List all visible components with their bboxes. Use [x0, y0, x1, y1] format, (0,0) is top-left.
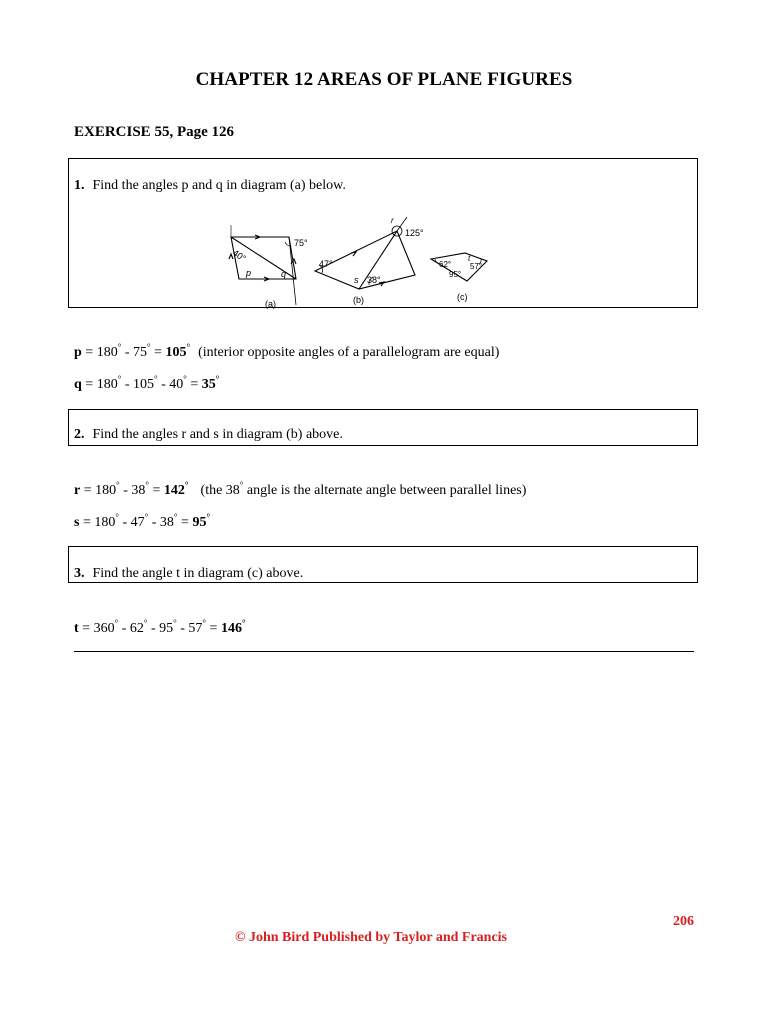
question-1-box: [68, 158, 698, 308]
answer-q-result: 35: [201, 377, 216, 392]
chapter-title: CHAPTER 12 AREAS OF PLANE FIGURES: [195, 69, 573, 90]
exercise-heading: EXERCISE 55, Page 126: [74, 124, 235, 140]
answer-r: [74, 480, 526, 499]
question-1: [74, 178, 346, 194]
degree-symbol: °: [153, 374, 158, 384]
answer-q-variable: q: [74, 377, 82, 392]
degree-symbol: °: [183, 374, 187, 384]
diagram-b: [315, 217, 415, 289]
question-2-number: 2.: [74, 427, 85, 442]
answer-q: [74, 374, 219, 393]
answer-p-term: = 180: [81, 345, 118, 360]
question-3-number: 3.: [74, 566, 85, 581]
answer-r-term: =: [149, 483, 164, 498]
diagram-b-angle-125: 125°: [405, 228, 424, 238]
degree-symbol: °: [173, 512, 178, 522]
horizontal-rule: [74, 651, 694, 652]
degree-symbol: °: [202, 618, 207, 628]
diagram-c-label-t: t: [468, 254, 471, 263]
diagram-a-angle-40: 40°: [230, 247, 248, 264]
diagram-b-caption: (b): [353, 295, 364, 305]
degree-symbol: °: [114, 618, 119, 628]
diagram-a-caption: (a): [265, 299, 276, 309]
answer-r-note: (the 38: [200, 483, 240, 498]
answer-s-term: - 38: [148, 515, 174, 530]
diagram-b-angle-38: 38°: [367, 275, 381, 285]
answer-s-variable: s: [74, 515, 80, 530]
answer-r-variable: r: [74, 483, 81, 498]
question-3: [74, 566, 303, 582]
diagram-a: [229, 225, 296, 305]
question-1-text: Find the angles p and q in diagram (a) below.: [92, 178, 346, 193]
answer-s-term: = 180: [79, 515, 116, 530]
degree-symbol: °: [239, 480, 244, 490]
diagram-c-angle-95: 95°: [449, 270, 462, 279]
copyright-footer: © John Bird Published by Taylor and Francis: [234, 930, 507, 945]
answer-p-term: - 75: [121, 345, 147, 360]
answer-t-term: - 95: [147, 621, 174, 636]
diagram-c-angle-62: 62°: [439, 260, 452, 269]
question-2-text: Find the angles r and s in diagram (b) above.: [92, 427, 343, 442]
degree-symbol: °: [117, 342, 122, 352]
answer-t: [74, 618, 246, 637]
degree-symbol: °: [241, 618, 246, 628]
answer-s-term: - 47: [118, 515, 145, 530]
degree-symbol: °: [206, 512, 211, 522]
degree-symbol: °: [115, 512, 119, 522]
question-2: [74, 427, 343, 443]
answer-t-term: = 360: [78, 621, 115, 636]
diagram-b-label-s: s: [354, 275, 359, 285]
degree-symbol: °: [143, 618, 148, 628]
question-3-box: [68, 546, 698, 583]
degree-symbol: °: [116, 480, 120, 490]
answer-q-term: - 40: [157, 377, 184, 392]
answer-q-term: - 105: [121, 377, 154, 392]
diagram-a-label-p: p: [246, 268, 252, 278]
answer-t-term: - 57: [176, 621, 203, 636]
diagram-b-label-r: r: [391, 216, 394, 225]
degree-symbol: °: [215, 374, 220, 384]
answer-r-result: 142: [163, 483, 185, 498]
answer-r-term: = 180: [80, 483, 117, 498]
degree-symbol: °: [173, 618, 177, 628]
question-1-number: 1.: [74, 178, 85, 193]
diagram-c-caption: (c): [457, 292, 468, 302]
question-2-box: [68, 409, 698, 446]
answer-s: [74, 512, 210, 531]
angle-diagrams: [219, 209, 539, 309]
answer-t-variable: t: [74, 621, 79, 636]
answer-p-term: =: [150, 345, 166, 360]
answer-p: [74, 342, 499, 361]
answer-p-variable: p: [74, 345, 82, 360]
diagram-c-angle-57: 57°: [470, 262, 483, 271]
answer-q-term: =: [186, 377, 202, 392]
diagram-a-angle-75: 75°: [294, 238, 308, 248]
answer-p-note: (interior opposite angles of a parallelogram are equal): [198, 345, 500, 360]
degree-symbol: °: [184, 480, 189, 490]
answer-s-result: 95: [192, 515, 207, 530]
degree-symbol: °: [145, 480, 150, 490]
answer-p-result: 105: [165, 345, 187, 360]
diagram-b-angle-47: 47°: [319, 259, 333, 269]
page-number: 206: [673, 914, 694, 929]
diagram-a-label-q: q: [281, 269, 287, 279]
answer-q-term: = 180: [81, 377, 118, 392]
degree-symbol: °: [186, 342, 191, 352]
answer-r-term: - 38: [119, 483, 146, 498]
answer-s-term: =: [177, 515, 193, 530]
degree-symbol: °: [144, 512, 149, 522]
answer-t-term: =: [206, 621, 221, 636]
answer-t-term: - 62: [118, 621, 144, 636]
answer-t-result: 146: [220, 621, 242, 636]
degree-symbol: °: [146, 342, 151, 352]
question-3-text: Find the angle t in diagram (c) above.: [92, 566, 304, 581]
answer-r-note: angle is the alternate angle between parallel lines): [243, 483, 527, 498]
degree-symbol: °: [117, 374, 122, 384]
